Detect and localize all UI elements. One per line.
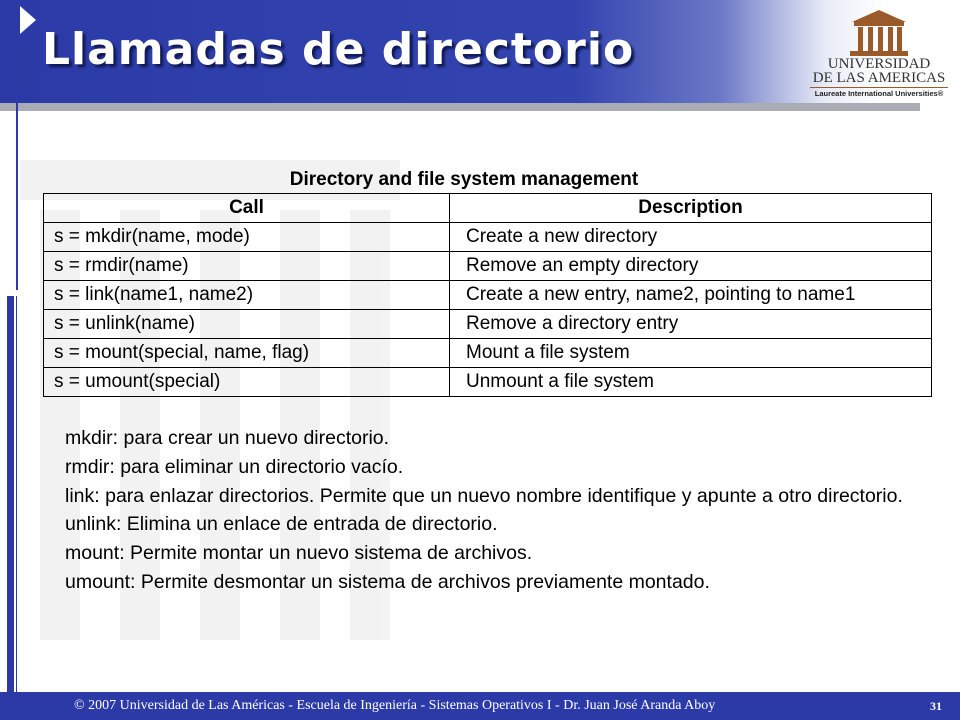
system-calls-table [43,193,932,397]
left-accent-bar [7,296,14,692]
description-cell: Remove an empty directory [450,252,932,281]
column-header-call: Call [44,194,450,223]
note-rmdir: rmdir: para eliminar un directorio vacío. [65,455,404,478]
table-row [44,368,932,397]
header-divider [0,103,920,111]
university-logo [808,8,950,98]
building-logo-icon [850,10,908,56]
call-cell: s = link(name1, name2) [44,281,450,310]
description-cell: Create a new directory [450,223,932,252]
header-triangle-icon [20,6,36,34]
call-cell: s = rmdir(name) [44,252,450,281]
logo-text-line2: DE LAS AMERICAS [812,70,946,86]
table-row [44,252,932,281]
logo-text-line1: UNIVERSIDAD [827,56,931,72]
note-link: link: para enlazar directorios. Permite que un nuevo nombre identifique y apunte a otro directorio. [65,484,903,507]
call-cell: s = mount(special, name, flag) [44,339,450,368]
note-mount: mount: Permite montar un nuevo sistema de archivos. [65,542,533,565]
table-header-row [44,194,932,223]
left-accent-line-lower [16,296,17,692]
slide-footer [0,692,960,720]
table-row [44,281,932,310]
note-mkdir: mkdir: para crear un nuevo directorio. [65,427,390,449]
description-cell: Remove a directory entry [450,310,932,339]
left-accent-line [16,0,18,290]
column-header-description: Description [450,194,932,223]
description-cell: Mount a file system [450,339,932,368]
call-cell: s = unlink(name) [44,310,450,339]
table-row [44,223,932,252]
description-cell: Create a new entry, name2, pointing to name1 [450,281,932,310]
table-caption: Directory and file system management [289,169,639,190]
logo-tagline: Laureate International Universities® [814,89,944,98]
page-number: 31 [930,699,942,713]
note-unlink: unlink: Elimina un enlace de entrada de directorio. [65,513,498,536]
notes-list [58,424,928,597]
slide-title: Llamadas de directorio [42,24,635,75]
description-cell: Unmount a file system [450,368,932,397]
note-umount: umount: Permite desmontar un sistema de archivos previamente montado. [65,570,710,593]
table-row [44,339,932,368]
logo-divider [810,87,948,88]
call-cell: s = mkdir(name, mode) [44,223,450,252]
table-row [44,310,932,339]
footer-copyright: © 2007 Universidad de Las Américas - Escuela de Ingeniería - Sistemas Operativos I - Dr. Juan José Aranda Aboy [74,698,716,713]
call-cell: s = umount(special) [44,368,450,397]
